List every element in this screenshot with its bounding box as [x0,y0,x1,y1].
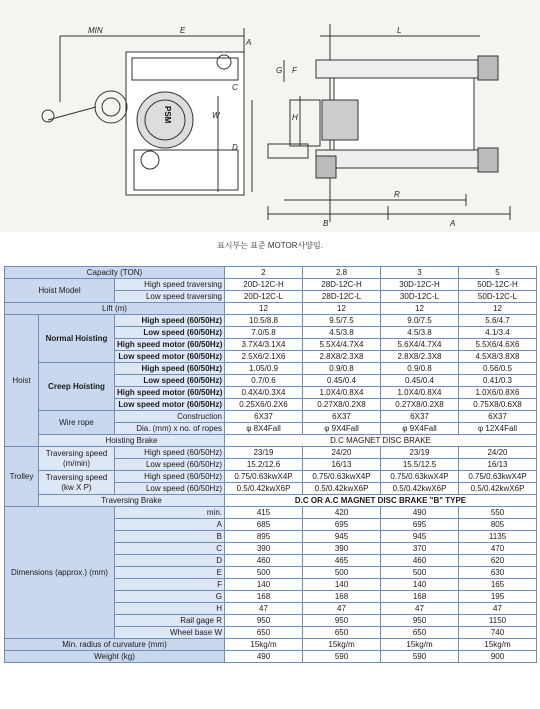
table-cell: 4.5/3.8 [381,327,459,339]
table-cell: 0.56/0.5 [459,363,537,375]
table-cell: 0.5/0.42kwX6P [459,483,537,495]
hoist-label: Hoist [5,315,39,447]
table-cell: 15kg/m [381,639,459,651]
row-label: Low speed traversing [115,291,225,303]
table-cell: 0.5/0.42kwX6P [303,483,381,495]
table-cell: 950 [381,615,459,627]
weight-label: Weight (kg) [5,651,225,663]
dim-a2: A [450,219,456,228]
normal-hoisting-label: Normal Hoisting [39,315,115,363]
table-cell: 140 [303,579,381,591]
row-label: Rail gage R [115,615,225,627]
table-cell: 47 [459,603,537,615]
table-cell: 15.2/12.6 [225,459,303,471]
table-cell: 3.7X4/3.1X4 [225,339,303,351]
table-cell: 470 [459,543,537,555]
table-cell: 620 [459,555,537,567]
table-cell: 2.8X8/2.3X8 [303,351,381,363]
table-cell: 390 [303,543,381,555]
table-cell: 3 [381,267,459,279]
table-cell: 0.7/0.6 [225,375,303,387]
table-cell: 12 [303,303,381,315]
table-cell: 945 [381,531,459,543]
table-cell: 1135 [459,531,537,543]
table-cell: 12 [225,303,303,315]
hoist-model-label: Hoist Model [5,279,115,303]
lift-label: Lift (m) [5,303,225,315]
table-cell: 28D-12C-L [303,291,381,303]
caption: 표시부는 표준 MOTOR사양임. [217,241,323,250]
table-cell: 1.0X6/0.8X6 [459,387,537,399]
table-cell: 945 [303,531,381,543]
table-cell: 15kg/m [459,639,537,651]
dim-a: A [246,38,252,47]
motor-badge: PSM [163,106,172,124]
table-cell: 0.75/0.63kwX4P [303,471,381,483]
table-cell: 5.5X4/4.7X4 [303,339,381,351]
dim-f: F [292,66,297,75]
trolley-label: Trolley [5,447,39,507]
row-label: High speed (60/50Hz) [115,315,225,327]
table-row [5,639,537,651]
table-cell: 490 [225,651,303,663]
table-row [5,651,537,663]
table-cell: 6X37 [381,411,459,423]
table-cell: 4.1/3.4 [459,327,537,339]
table-row [5,303,537,315]
table-cell: 0.5/0.42kwX6P [381,483,459,495]
table-cell: 0.27X8/0.2X8 [381,399,459,411]
table-cell: 165 [459,579,537,591]
table-cell: 50D-12C-H [459,279,537,291]
table-cell: 5.6/4.7 [459,315,537,327]
table-cell: 460 [225,555,303,567]
table-cell: 168 [303,591,381,603]
table-cell: 0.45/0.4 [381,375,459,387]
row-label: High speed motor (60/50Hz) [115,339,225,351]
table-cell: 5.6X4/4.7X4 [381,339,459,351]
table-cell: 2 [225,267,303,279]
table-cell: 0.75X8/0.6X8 [459,399,537,411]
row-label: Wheel base W [115,627,225,639]
table-row [5,435,537,447]
table-cell: 5 [459,267,537,279]
table-cell: 0.9/0.8 [381,363,459,375]
row-label: min. [115,507,225,519]
table-cell: 950 [303,615,381,627]
table-row [5,363,537,375]
row-label: D [115,555,225,567]
table-row [5,411,537,423]
table-cell: φ 12X4Fall [459,423,537,435]
table-cell: 5.5X6/4.6X6 [459,339,537,351]
table-cell: 2.8X8/2.3X8 [381,351,459,363]
table-cell: 16/13 [303,459,381,471]
table-cell: φ 8X4Fall [225,423,303,435]
table-cell: 500 [303,567,381,579]
table-cell: 950 [225,615,303,627]
table-cell: 140 [381,579,459,591]
table-cell: 550 [459,507,537,519]
table-cell: φ 9X4Fall [381,423,459,435]
table-cell: 50D-12C-L [459,291,537,303]
table-cell: 4.5/3.8 [303,327,381,339]
table-cell: 6X37 [459,411,537,423]
table-cell: φ 9X4Fall [303,423,381,435]
table-cell: 9.0/7.5 [381,315,459,327]
table-cell: 140 [225,579,303,591]
row-label: Hoisting Brake [39,435,225,447]
table-cell: 0.75/0.63kwX4P [459,471,537,483]
row-label: High speed (60/50Hz) [115,363,225,375]
table-cell: 895 [225,531,303,543]
row-label: A [115,519,225,531]
table-cell: 590 [381,651,459,663]
technical-drawing [0,0,540,232]
table-cell: 0.4X4/0.3X4 [225,387,303,399]
row-label: F [115,579,225,591]
table-cell: 500 [381,567,459,579]
row-label: Traversing speed (m/min) [39,447,115,471]
table-cell: D.C MAGNET DISC BRAKE [225,435,537,447]
table-cell: 24/20 [459,447,537,459]
table-cell: 805 [459,519,537,531]
spec-table [4,266,537,663]
table-cell: 900 [459,651,537,663]
table-cell: 0.41/0.3 [459,375,537,387]
row-label: High speed (60/50Hz) [115,471,225,483]
row-label: Low speed motor (60/50Hz) [115,399,225,411]
dim-c: C [232,83,238,92]
table-cell: 1.05/0.9 [225,363,303,375]
row-label: Traversing Brake [39,495,225,507]
row-label: Low speed (60/50Hz) [115,483,225,495]
table-cell: 28D-12C-H [303,279,381,291]
table-cell: 47 [225,603,303,615]
table-cell: 1.0X4/0.8X4 [303,387,381,399]
table-cell: 23/19 [381,447,459,459]
table-cell: 0.9/0.8 [303,363,381,375]
table-row [5,315,537,327]
table-cell: 195 [459,591,537,603]
table-cell: 1.0X4/0.8X4 [381,387,459,399]
row-label: G [115,591,225,603]
table-cell: 16/13 [459,459,537,471]
dim-b: B [323,219,329,228]
table-cell: 0.45/0.4 [303,375,381,387]
table-row [5,507,537,519]
row-label: High speed traversing [115,279,225,291]
table-cell: 20D-12C-H [225,279,303,291]
row-label: E [115,567,225,579]
table-cell: 0.75/0.63kwX4P [381,471,459,483]
row-label: Low speed (60/50Hz) [115,327,225,339]
table-row [5,279,537,291]
table-cell: 168 [381,591,459,603]
table-cell: 23/19 [225,447,303,459]
table-cell: 2.8 [303,267,381,279]
row-label: Low speed (60/50Hz) [115,375,225,387]
radius-label: Min. radius of curvature (mm) [5,639,225,651]
table-cell: 695 [303,519,381,531]
table-cell: 47 [381,603,459,615]
table-cell: 490 [381,507,459,519]
table-row [5,495,537,507]
table-cell: 15kg/m [303,639,381,651]
table-cell: 695 [381,519,459,531]
dim-r: R [394,190,400,199]
table-cell: 420 [303,507,381,519]
dim-l: L [397,26,402,35]
table-cell: 500 [225,567,303,579]
table-cell: 4.5X8/3.8X8 [459,351,537,363]
table-cell: 630 [459,567,537,579]
dim-d: D [232,143,238,152]
row-label: High speed (60/50Hz) [115,447,225,459]
table-cell: 1150 [459,615,537,627]
table-cell: 30D-12C-L [381,291,459,303]
dimensions-label: Dimensions (approx.) (mm) [5,507,115,639]
table-cell: 740 [459,627,537,639]
table-row [5,471,537,483]
table-cell: 0.5/0.42kwX6P [225,483,303,495]
table-cell: D.C OR A.C MAGNET DISC BRAKE "B" TYPE [225,495,537,507]
row-label: H [115,603,225,615]
table-cell: 12 [459,303,537,315]
table-cell: 6X37 [225,411,303,423]
table-cell: 9.5/7.5 [303,315,381,327]
table-cell: 390 [225,543,303,555]
table-cell: 15.5/12.5 [381,459,459,471]
table-row [5,267,537,279]
table-cell: 650 [225,627,303,639]
table-cell: 0.25X6/0.2X6 [225,399,303,411]
dim-h: H [292,113,298,122]
table-cell: 12 [381,303,459,315]
row-label: C [115,543,225,555]
row-label: Low speed motor (60/50Hz) [115,351,225,363]
wire-rope-label: Wire rope [39,411,115,435]
row-label: B [115,531,225,543]
table-cell: 590 [303,651,381,663]
row-label: High speed motor (60/50Hz) [115,387,225,399]
dim-e: E [180,26,186,35]
table-cell: 0.75/0.63kwX4P [225,471,303,483]
table-cell: 30D-12C-H [381,279,459,291]
row-label: Construction [115,411,225,423]
table-cell: 47 [303,603,381,615]
table-cell: 6X37 [303,411,381,423]
table-cell: 650 [303,627,381,639]
capacity-label: Capacity (TON) [5,267,225,279]
hoist-drawing [0,0,540,232]
table-cell: 15kg/m [225,639,303,651]
table-cell: 168 [225,591,303,603]
dim-w: W [212,111,220,120]
dim-min: MIN [88,26,103,35]
table-cell: 24/20 [303,447,381,459]
table-cell: 7.0/5.8 [225,327,303,339]
table-cell: 685 [225,519,303,531]
table-row [5,447,537,459]
table-cell: 370 [381,543,459,555]
table-cell: 460 [381,555,459,567]
table-cell: 650 [381,627,459,639]
row-label: Low speed (60/50Hz) [115,459,225,471]
row-label: Dia. (mm) x no. of ropes [115,423,225,435]
table-cell: 465 [303,555,381,567]
table-cell: 10.5/8.8 [225,315,303,327]
table-cell: 20D-12C-L [225,291,303,303]
creep-hoisting-label: Creep Hoisting [39,363,115,411]
dim-g: G [276,66,283,75]
table-cell: 0.27X8/0.2X8 [303,399,381,411]
table-cell: 2.5X6/2.1X6 [225,351,303,363]
row-label: Traversing speed (kw X P) [39,471,115,495]
table-cell: 415 [225,507,303,519]
